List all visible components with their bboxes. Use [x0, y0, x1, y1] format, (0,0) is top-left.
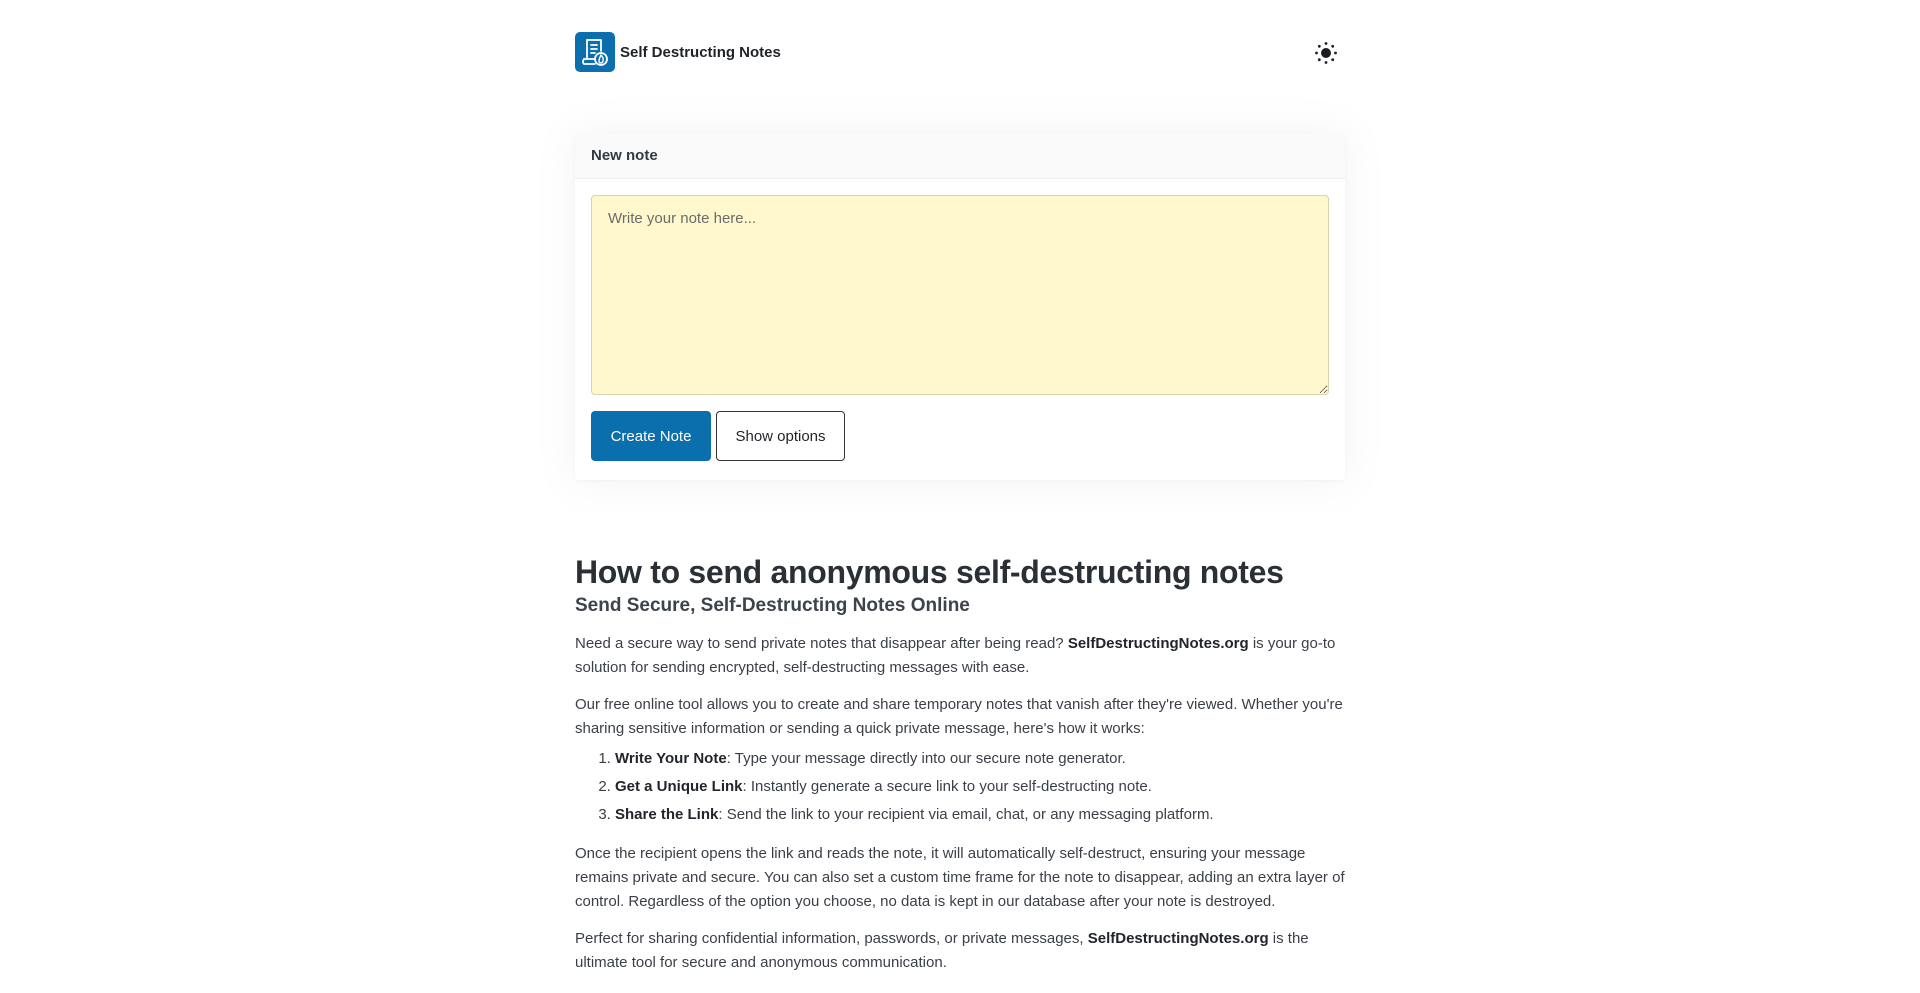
create-note-button[interactable]: Create Note [591, 411, 711, 461]
self-destruct-paragraph: Once the recipient opens the link and reads the note, it will automatically self-destruct, ensuring your message remains private and secure. You can also set a custom time frame for the note to disappear, adding an extra layer of control. Regardless of the option you choose, no data is kept in our database after your note is destroyed. [575, 845, 1345, 910]
sun-icon [1314, 41, 1338, 65]
closing-paragraph: Perfect for sharing confidential information, passwords, or private messages, SelfDestructingNotes.org is the ultimate tool for secure and anonymous communication. [575, 930, 1309, 971]
note-flame-icon [575, 32, 615, 72]
site-header [575, 32, 1345, 72]
site-name-bold: SelfDestructingNotes.org [1087, 930, 1269, 947]
card-title: New note [591, 147, 658, 164]
article-subtitle: Send Secure, Self-Destructing Notes Online [575, 595, 970, 616]
show-options-button[interactable]: Show options [716, 411, 845, 461]
site-name-bold: SelfDestructingNotes.org [1067, 635, 1249, 652]
note-textarea[interactable] [591, 195, 1329, 395]
card-header [575, 134, 1345, 179]
article-title: How to send anonymous self-destructing notes [575, 554, 1284, 590]
card-body [575, 179, 1345, 477]
step-item: 2. Get a Unique Link: Instantly generate a secure link to your self-destructing note. [615, 773, 1351, 801]
new-note-card [575, 134, 1345, 480]
brand-name: Self Destructing Notes [620, 43, 781, 61]
brand-home-link[interactable] [575, 32, 781, 72]
intro-paragraph: Need a secure way to send private notes that disappear after being read? SelfDestructingNotes.org is your go-to solution for sending encrypted, self-destructing messages with ease. [575, 635, 1336, 676]
theme-toggle-button[interactable] [1313, 40, 1339, 66]
step-item: 1. Write Your Note: Type your message directly into our secure note generator. [615, 745, 1351, 773]
button-row [591, 411, 1329, 461]
steps-list [575, 745, 1351, 829]
how-it-works-paragraph: Our free online tool allows you to create and share temporary notes that vanish after they're viewed. Whether you're sharing sensitive information or sending a quick private message, here's how it works: [575, 696, 1343, 737]
step-item: 3. Share the Link: Send the link to your recipient via email, chat, or any messaging platform. [615, 801, 1351, 829]
info-article [575, 552, 1351, 975]
